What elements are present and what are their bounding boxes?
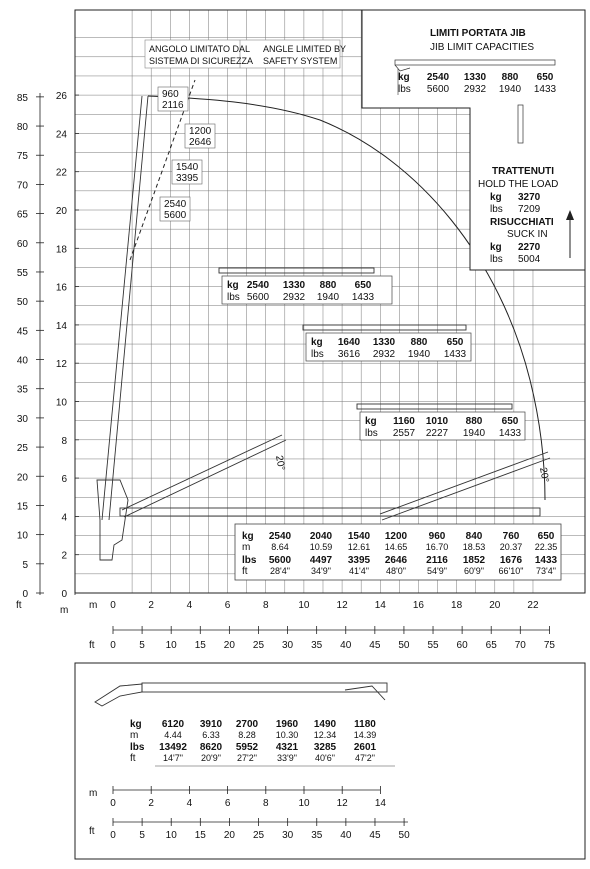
jib-table-kg: 2540 bbox=[246, 280, 270, 291]
vertical-label-lbs: 2116 bbox=[162, 100, 184, 111]
lower-table-cell: 1180 bbox=[354, 719, 376, 730]
left-m-ticks bbox=[56, 91, 79, 600]
bottom-ft-tick-label: 30 bbox=[281, 640, 294, 651]
main-table-cell: 1200 bbox=[384, 531, 408, 542]
lower-m-tick-label: 2 bbox=[148, 798, 154, 809]
lower-table-row-label: m bbox=[130, 730, 139, 741]
main-load-table bbox=[235, 524, 561, 580]
bottom-ft-tick-label: 55 bbox=[427, 640, 439, 651]
lower-ft-tick-label: 0 bbox=[110, 830, 116, 841]
hold-title-en: HOLD THE LOAD bbox=[478, 179, 559, 190]
lower-table-row-label: ft bbox=[130, 753, 136, 764]
lower-ft-tick-label: 5 bbox=[139, 830, 145, 841]
main-table-cell: 60'9" bbox=[464, 566, 484, 576]
left-m-tick-label: 6 bbox=[61, 474, 67, 486]
hold-lbs-value: 7209 bbox=[518, 204, 541, 215]
main-table-cell: 4497 bbox=[309, 555, 333, 566]
lower-m-tick-label: 4 bbox=[186, 798, 193, 809]
lower-table-cell: 2601 bbox=[353, 742, 377, 753]
lower-m-tick-label: 10 bbox=[298, 798, 310, 809]
jib-box-lbs-label: lbs bbox=[398, 84, 411, 95]
lower-m-tick-label: 0 bbox=[110, 798, 116, 809]
lower-table-cell: 12.34 bbox=[313, 730, 337, 740]
left-ft-tick-label: 5 bbox=[22, 559, 28, 571]
left-ft-tick-label: 25 bbox=[16, 443, 28, 455]
jib-tables bbox=[222, 276, 525, 440]
main-table-row-label: lbs bbox=[242, 555, 257, 566]
lower-table-cell: 33'9" bbox=[277, 753, 297, 763]
bottom-m-tick-label: 20 bbox=[489, 600, 501, 611]
left-m-tick-label: 14 bbox=[55, 320, 67, 332]
lower-m-tick-label: 14 bbox=[374, 798, 386, 809]
main-table-cell: 66'10" bbox=[498, 566, 524, 576]
jib-table-lbs: 1940 bbox=[462, 428, 486, 439]
lower-table-row-label: kg bbox=[130, 719, 142, 730]
bottom-ft-tick-label: 5 bbox=[139, 640, 145, 651]
angle-note-it-1: ANGOLO LIMITATO DAL bbox=[149, 44, 251, 54]
bottom-m-tick-label: 18 bbox=[451, 600, 463, 611]
left-m-tick-label: 2 bbox=[61, 550, 67, 562]
main-table-cell: 1852 bbox=[462, 555, 486, 566]
main-table-cell: 34'9" bbox=[311, 566, 331, 576]
jib-box-kg: 880 bbox=[501, 72, 519, 83]
main-table-cell: 28'4" bbox=[270, 566, 290, 576]
vertical-labels bbox=[158, 87, 215, 221]
jib-table-lbs: 1433 bbox=[498, 428, 522, 439]
lower-ft-tick-label: 50 bbox=[398, 830, 410, 841]
angle-note-en-1: ANGLE LIMITED BY bbox=[263, 44, 347, 54]
lower-table-cell: 8.28 bbox=[238, 730, 256, 740]
jib-table-kg: 1640 bbox=[337, 337, 361, 348]
left-ft-tick-label: 65 bbox=[16, 209, 28, 221]
lower-table-cell: 4321 bbox=[275, 742, 299, 753]
jib-table-lbs: 2227 bbox=[425, 428, 449, 439]
lower-table-cell: 27'2" bbox=[237, 753, 257, 763]
lower-m-tick-label: 8 bbox=[263, 798, 269, 809]
main-table-row-label: m bbox=[242, 542, 251, 553]
jib-table-kg: 880 bbox=[410, 337, 428, 348]
main-table-cell: 14.65 bbox=[384, 542, 408, 552]
angle-note-en-2: SAFETY SYSTEM bbox=[263, 56, 338, 66]
bottom-m-tick-label: 0 bbox=[110, 600, 116, 611]
bottom-m-ticks bbox=[110, 600, 539, 611]
suck-kg-value: 2270 bbox=[518, 242, 541, 253]
lower-ft-tick-label: 15 bbox=[194, 830, 206, 841]
lower-ft-tick-label: 40 bbox=[340, 830, 352, 841]
lower-ft-tick-label: 25 bbox=[252, 830, 265, 841]
left-ft-tick-label: 85 bbox=[16, 92, 28, 104]
jib-table-kg: 880 bbox=[465, 416, 483, 427]
jib-table-kg: 1010 bbox=[425, 416, 449, 427]
lower-ft-tick-label: 30 bbox=[282, 830, 294, 841]
jib-box-title-it: LIMITI PORTATA JIB bbox=[430, 28, 526, 39]
left-ft-tick-label: 55 bbox=[16, 267, 28, 279]
left-m-tick-label: 8 bbox=[61, 435, 67, 447]
suck-kg-label: kg bbox=[490, 242, 502, 253]
main-table-cell: 1676 bbox=[499, 555, 523, 566]
lower-m-tick-label: 6 bbox=[224, 798, 231, 809]
left-m-tick-label: 0 bbox=[61, 589, 67, 600]
jib-table-lbs-label: lbs bbox=[227, 292, 240, 303]
jib-table-kg: 1330 bbox=[282, 280, 306, 291]
left-ft-tick-label: 80 bbox=[16, 122, 28, 134]
main-table-cell: 1540 bbox=[347, 531, 371, 542]
left-m-tick-label: 16 bbox=[55, 282, 67, 294]
jib-box-title-en: JIB LIMIT CAPACITIES bbox=[430, 42, 535, 53]
hold-kg-label: kg bbox=[490, 192, 502, 203]
lower-table-cell: 10.30 bbox=[275, 730, 299, 740]
bottom-ft-tick-label: 75 bbox=[543, 640, 555, 651]
left-ft-tick-label: 35 bbox=[16, 384, 28, 396]
jib-table-lbs: 1940 bbox=[316, 292, 340, 303]
main-table-cell: 16.70 bbox=[425, 542, 449, 552]
jib-limit-box bbox=[362, 10, 585, 270]
vertical-label-kg: 1200 bbox=[189, 126, 212, 137]
main-table-row-label: kg bbox=[242, 531, 254, 542]
bottom-m-tick-label: 12 bbox=[336, 600, 348, 611]
jib-box-kg-label: kg bbox=[398, 72, 410, 83]
jib-table-lbs: 2932 bbox=[282, 292, 306, 303]
jib-table-lbs: 3616 bbox=[337, 349, 361, 360]
jib-table-kg: 650 bbox=[446, 337, 464, 348]
vertical-label-kg: 2540 bbox=[164, 199, 187, 210]
bottom-ft-tick-label: 0 bbox=[110, 640, 116, 651]
lower-table-cell: 14.39 bbox=[353, 730, 377, 740]
jib-table-kg-label: kg bbox=[365, 416, 377, 427]
lower-table-cell: 1490 bbox=[313, 719, 337, 730]
lower-m-tick-label: 12 bbox=[336, 798, 348, 809]
jib-table-lbs: 2557 bbox=[392, 428, 416, 439]
main-table-cell: 650 bbox=[537, 531, 555, 542]
lower-ft-ticks bbox=[110, 818, 410, 841]
lower-ft-tick-label: 45 bbox=[369, 830, 381, 841]
left-ft-tick-label: 0 bbox=[22, 589, 28, 600]
lower-table-cell: 6120 bbox=[161, 719, 185, 730]
left-m-tick-label: 24 bbox=[55, 129, 67, 141]
main-table-cell: 20.37 bbox=[499, 542, 523, 552]
main-table-cell: 10.59 bbox=[309, 542, 333, 552]
lower-load-table bbox=[130, 719, 395, 766]
jib-table-lbs-label: lbs bbox=[311, 349, 324, 360]
jib-table-lbs: 1940 bbox=[407, 349, 431, 360]
left-m-tick-label: 22 bbox=[55, 167, 67, 179]
main-table-cell: 1433 bbox=[534, 555, 558, 566]
vertical-label-kg: 960 bbox=[162, 89, 179, 100]
main-table-cell: 5600 bbox=[268, 555, 292, 566]
main-table-cell: 760 bbox=[502, 531, 520, 542]
bottom-m-tick-label: 16 bbox=[412, 600, 425, 611]
lower-m-unit: m bbox=[89, 788, 98, 799]
main-table-row-label: ft bbox=[242, 566, 248, 577]
main-table-cell: 41'4" bbox=[349, 566, 369, 576]
vertical-label-lbs: 3395 bbox=[176, 173, 199, 184]
main-table-cell: 2646 bbox=[384, 555, 408, 566]
bottom-ft-tick-label: 60 bbox=[456, 640, 468, 651]
bottom-m-tick-label: 10 bbox=[298, 600, 310, 611]
lower-m-ticks bbox=[110, 786, 386, 809]
lower-crane-drawing bbox=[95, 683, 387, 706]
jib-box-lbs: 1433 bbox=[533, 84, 557, 95]
lower-table-cell: 3910 bbox=[199, 719, 223, 730]
suck-title-en: SUCK IN bbox=[507, 229, 548, 240]
jib-box-kg: 2540 bbox=[426, 72, 450, 83]
main-table-cell: 8.64 bbox=[271, 542, 289, 552]
bottom-m-tick-label: 22 bbox=[527, 600, 539, 611]
lower-table-cell: 14'7" bbox=[163, 753, 183, 763]
jib-box-kg: 1330 bbox=[463, 72, 487, 83]
bottom-ft-tick-label: 20 bbox=[223, 640, 235, 651]
lower-table-cell: 2700 bbox=[235, 719, 259, 730]
jib-table-lbs: 2932 bbox=[372, 349, 396, 360]
main-table-cell: 960 bbox=[428, 531, 446, 542]
suck-title-it: RISUCCHIATI bbox=[490, 217, 554, 228]
lower-table-cell: 4.44 bbox=[164, 730, 182, 740]
bottom-ft-tick-label: 70 bbox=[514, 640, 526, 651]
jib-table-kg-label: kg bbox=[311, 337, 323, 348]
bottom-ft-tick-label: 15 bbox=[194, 640, 206, 651]
jib-box-lbs: 1940 bbox=[498, 84, 522, 95]
vertical-label-kg: 1540 bbox=[176, 162, 199, 173]
bottom-m-tick-label: 14 bbox=[374, 600, 386, 611]
left-ft-tick-label: 30 bbox=[16, 413, 28, 425]
jib-table-kg: 1160 bbox=[393, 416, 415, 427]
left-m-tick-label: 10 bbox=[55, 397, 67, 409]
left-m-tick-label: 20 bbox=[55, 206, 67, 217]
lower-table-cell: 20'9" bbox=[201, 753, 221, 763]
left-ft-unit: ft bbox=[16, 600, 22, 611]
jib-table-kg-label: kg bbox=[227, 280, 239, 291]
left-ft-tick-label: 40 bbox=[16, 355, 28, 367]
left-m-tick-label: 18 bbox=[55, 244, 67, 256]
bottom-ft-tick-label: 25 bbox=[252, 640, 265, 651]
bottom-m-tick-label: 2 bbox=[148, 600, 154, 611]
lower-table-cell: 6.33 bbox=[202, 730, 220, 740]
lower-table-cell: 1960 bbox=[275, 719, 299, 730]
angle-note-it-2: SISTEMA DI SICUREZZA bbox=[149, 56, 254, 66]
jib-table-lbs-label: lbs bbox=[365, 428, 378, 439]
jib-box-lbs: 5600 bbox=[426, 84, 450, 95]
left-ft-tick-label: 15 bbox=[16, 501, 28, 513]
left-ft-tick-label: 45 bbox=[16, 326, 28, 338]
jib-table-lbs: 5600 bbox=[246, 292, 270, 303]
jib-table-kg: 880 bbox=[319, 280, 337, 291]
lower-table-cell: 47'2" bbox=[355, 753, 375, 763]
lower-table-row-label: lbs bbox=[130, 742, 145, 753]
bottom-m-tick-label: 6 bbox=[224, 600, 231, 611]
lower-ft-tick-label: 20 bbox=[223, 830, 235, 841]
bottom-m-unit: m bbox=[89, 600, 98, 611]
left-m-tick-label: 26 bbox=[55, 91, 67, 103]
lower-table-cell: 3285 bbox=[313, 742, 337, 753]
main-table-cell: 48'0" bbox=[386, 566, 406, 576]
lower-table-cell: 40'6" bbox=[315, 753, 335, 763]
left-ft-tick-label: 20 bbox=[16, 472, 28, 484]
left-m-tick-label: 12 bbox=[55, 359, 67, 371]
jib-table-kg: 650 bbox=[501, 416, 519, 427]
left-m-unit: m bbox=[60, 605, 69, 616]
angle-mark-1: 20° bbox=[273, 454, 287, 472]
left-ft-tick-label: 10 bbox=[16, 530, 28, 542]
suck-lbs-value: 5004 bbox=[518, 254, 541, 265]
jib-table-lbs: 1433 bbox=[351, 292, 375, 303]
main-table-cell: 22.35 bbox=[534, 542, 558, 552]
main-table-cell: 3395 bbox=[347, 555, 371, 566]
left-ft-tick-label: 75 bbox=[16, 151, 28, 163]
main-table-cell: 18.53 bbox=[462, 542, 486, 552]
bottom-ft-tick-label: 35 bbox=[311, 640, 323, 651]
lower-ft-tick-label: 10 bbox=[165, 830, 177, 841]
main-table-cell: 840 bbox=[465, 531, 483, 542]
lower-table-cell: 8620 bbox=[199, 742, 223, 753]
main-table-cell: 2116 bbox=[426, 555, 448, 566]
jib-table-lbs: 1433 bbox=[443, 349, 467, 360]
main-table-cell: 12.61 bbox=[347, 542, 371, 552]
bottom-ft-tick-label: 40 bbox=[340, 640, 352, 651]
main-table-cell: 2540 bbox=[268, 531, 292, 542]
angle-limit-note bbox=[145, 40, 346, 68]
angle-mark-2: 20° bbox=[537, 466, 551, 484]
left-ft-tick-label: 60 bbox=[16, 238, 28, 250]
bottom-m-tick-label: 8 bbox=[262, 600, 269, 611]
lower-table-cell: 13492 bbox=[159, 742, 187, 753]
jib-box-kg: 650 bbox=[536, 72, 554, 83]
lower-table-cell: 5952 bbox=[235, 742, 259, 753]
suck-lbs-label: lbs bbox=[490, 254, 503, 265]
jib-table-kg: 1330 bbox=[372, 337, 396, 348]
main-table-cell: 73'4" bbox=[536, 566, 556, 576]
hold-title-it: TRATTENUTI bbox=[492, 166, 555, 177]
hold-kg-value: 3270 bbox=[518, 192, 541, 203]
vertical-label-lbs: 5600 bbox=[164, 210, 187, 221]
left-m-tick-label: 4 bbox=[61, 512, 67, 524]
left-ft-tick-label: 50 bbox=[16, 297, 28, 309]
jib-box-lbs: 2932 bbox=[463, 84, 487, 95]
main-table-cell: 2040 bbox=[309, 531, 333, 542]
jib-table-kg: 650 bbox=[354, 280, 372, 291]
lower-ft-unit: ft bbox=[89, 826, 95, 837]
bottom-ft-tick-label: 45 bbox=[369, 640, 381, 651]
hold-lbs-label: lbs bbox=[490, 204, 503, 215]
bottom-ft-unit: ft bbox=[89, 640, 95, 651]
vertical-label-lbs: 2646 bbox=[189, 137, 212, 148]
left-ft-tick-label: 70 bbox=[16, 180, 28, 192]
bottom-ft-tick-label: 65 bbox=[485, 640, 497, 651]
bottom-ft-tick-label: 50 bbox=[398, 640, 410, 651]
bottom-ft-tick-label: 10 bbox=[165, 640, 177, 651]
lower-ft-tick-label: 35 bbox=[311, 830, 323, 841]
main-table-cell: 54'9" bbox=[427, 566, 447, 576]
bottom-m-tick-label: 4 bbox=[186, 600, 193, 611]
